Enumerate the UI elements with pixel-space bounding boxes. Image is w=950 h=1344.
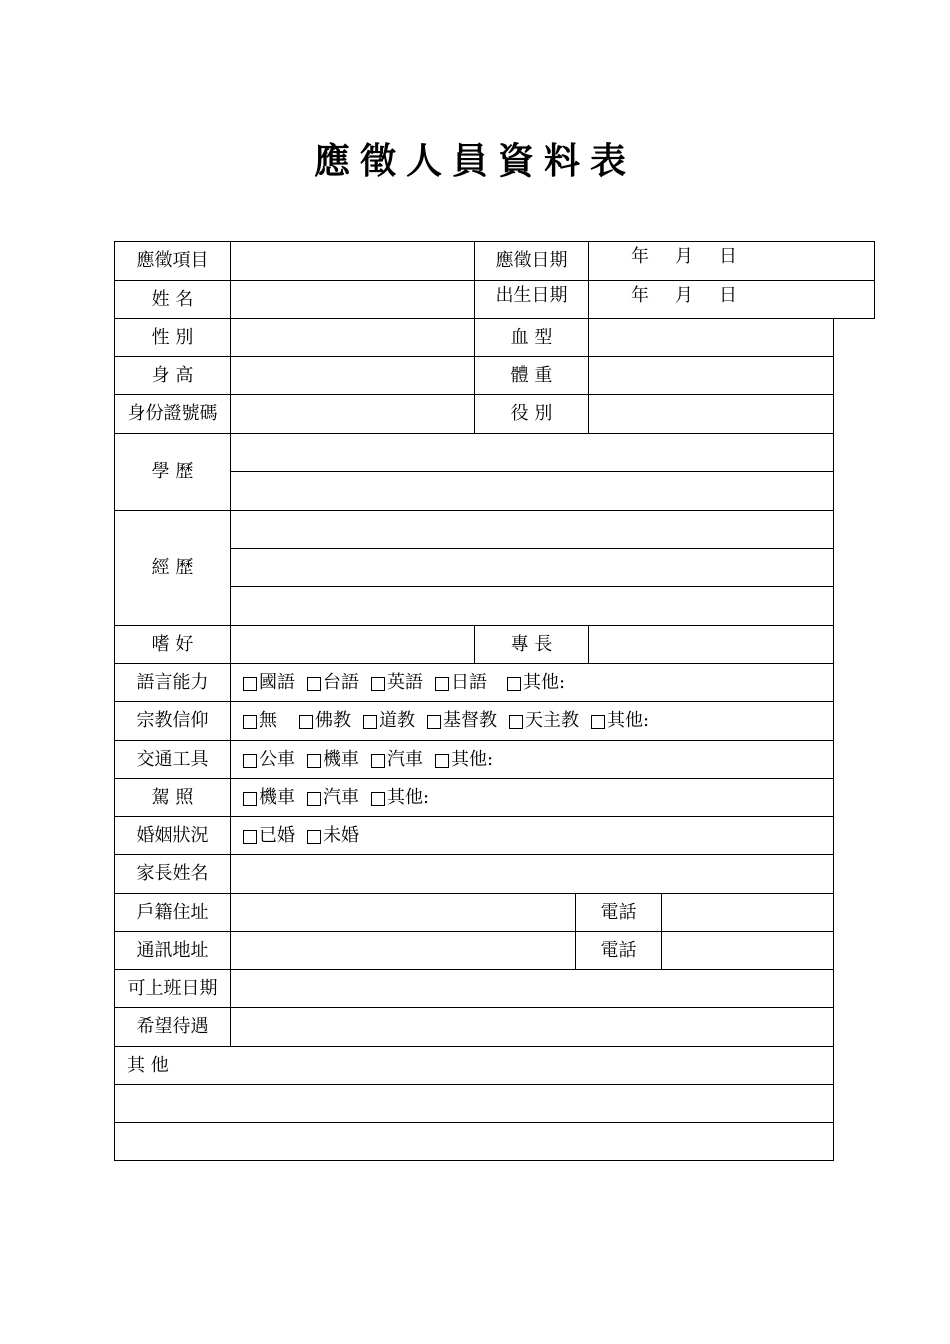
education-field-1[interactable] [230, 433, 834, 472]
day-label: 日 [719, 285, 737, 306]
experience-field-1[interactable] [230, 510, 834, 549]
id-number-field[interactable] [230, 394, 475, 434]
label-apply-date: 應徵日期 [474, 241, 589, 281]
license-options [230, 778, 834, 817]
label-weight: 體 重 [474, 356, 589, 395]
month-label: 月 [675, 285, 693, 306]
birth-date-field[interactable] [588, 280, 875, 319]
label-parent-name: 家長姓名 [114, 854, 231, 894]
transport-option[interactable]: 公車 [243, 751, 295, 769]
name-field[interactable] [230, 280, 475, 319]
month-label: 月 [675, 246, 693, 267]
checkbox[interactable] [507, 677, 521, 691]
label-phone-2: 電話 [575, 931, 662, 970]
license-option[interactable]: 其他: [371, 789, 429, 807]
label-other: 其 他 [114, 1046, 834, 1085]
checkbox[interactable] [243, 830, 257, 844]
height-field[interactable] [230, 356, 475, 395]
license-option[interactable]: 機車 [243, 789, 295, 807]
label-height: 身 高 [114, 356, 231, 395]
label-education: 學 歷 [114, 433, 231, 511]
language-option[interactable]: 日語 [435, 674, 487, 692]
apply-item-field[interactable] [230, 241, 475, 281]
label-transport: 交通工具 [114, 740, 231, 779]
checkbox[interactable] [307, 830, 321, 844]
checkbox[interactable] [243, 715, 257, 729]
label-start-date: 可上班日期 [114, 969, 231, 1008]
checkbox[interactable] [435, 677, 449, 691]
checkbox[interactable] [371, 754, 385, 768]
label-expected-salary: 希望待遇 [114, 1007, 231, 1047]
household-address-field[interactable] [230, 893, 576, 932]
checkbox[interactable] [243, 677, 257, 691]
language-option[interactable]: 其他: [507, 674, 565, 692]
checkbox[interactable] [371, 792, 385, 806]
expected-salary-field[interactable] [230, 1007, 834, 1047]
transport-option[interactable]: 汽車 [371, 751, 423, 769]
marital-option[interactable]: 未婚 [307, 827, 359, 845]
experience-field-2[interactable] [230, 548, 834, 587]
label-marital: 婚姻狀況 [114, 816, 231, 855]
hobby-field[interactable] [230, 625, 475, 664]
other-field-1[interactable] [114, 1084, 834, 1123]
checkbox[interactable] [435, 754, 449, 768]
blood-type-field[interactable] [588, 318, 834, 357]
label-id-number: 身份證號碼 [114, 394, 231, 434]
language-option[interactable]: 英語 [371, 674, 423, 692]
year-label: 年 [631, 246, 649, 267]
page-title: 應徵人員資料表 [313, 140, 636, 182]
checkbox[interactable] [299, 715, 313, 729]
marital-options [230, 816, 834, 855]
label-mailing-address: 通訊地址 [114, 931, 231, 970]
transport-options [230, 740, 834, 779]
label-blood-type: 血 型 [474, 318, 589, 357]
checkbox[interactable] [427, 715, 441, 729]
label-hobby: 嗜 好 [114, 625, 231, 664]
label-license: 駕 照 [114, 778, 231, 817]
language-options [230, 663, 834, 702]
checkbox[interactable] [307, 677, 321, 691]
apply-date-field[interactable] [588, 241, 875, 281]
education-field-2[interactable] [230, 471, 834, 511]
other-field-2[interactable] [114, 1122, 834, 1161]
checkbox[interactable] [509, 715, 523, 729]
weight-field[interactable] [588, 356, 834, 395]
parent-name-field[interactable] [230, 854, 834, 894]
checkbox[interactable] [591, 715, 605, 729]
religion-option[interactable]: 基督教 [427, 712, 497, 730]
label-language: 語言能力 [114, 663, 231, 702]
label-apply-item: 應徵項目 [114, 241, 231, 281]
label-name: 姓 名 [114, 280, 231, 319]
checkbox[interactable] [307, 754, 321, 768]
label-phone: 電話 [575, 893, 662, 932]
day-label: 日 [719, 246, 737, 267]
religion-option[interactable]: 天主教 [509, 712, 579, 730]
transport-option[interactable]: 機車 [307, 751, 359, 769]
religion-options [230, 701, 834, 741]
license-option[interactable]: 汽車 [307, 789, 359, 807]
label-religion: 宗教信仰 [114, 701, 231, 741]
label-experience: 經 歷 [114, 510, 231, 626]
language-option[interactable]: 台語 [307, 674, 359, 692]
checkbox[interactable] [307, 792, 321, 806]
religion-option[interactable]: 道教 [363, 712, 415, 730]
label-military: 役 別 [474, 394, 589, 434]
year-label: 年 [631, 285, 649, 306]
transport-option[interactable]: 其他: [435, 751, 493, 769]
military-field[interactable] [588, 394, 834, 434]
religion-option[interactable]: 佛教 [299, 712, 351, 730]
label-birth-date: 出生日期 [474, 280, 589, 319]
religion-option[interactable]: 其他: [591, 712, 649, 730]
religion-option[interactable]: 無 [243, 712, 277, 730]
checkbox[interactable] [371, 677, 385, 691]
phone-field[interactable] [661, 893, 834, 932]
mailing-address-field[interactable] [230, 931, 576, 970]
phone-field-2[interactable] [661, 931, 834, 970]
experience-field-3[interactable] [230, 586, 834, 626]
marital-option[interactable]: 已婚 [243, 827, 295, 845]
checkbox[interactable] [363, 715, 377, 729]
specialty-field[interactable] [588, 625, 834, 664]
checkbox[interactable] [243, 792, 257, 806]
start-date-field[interactable] [230, 969, 834, 1008]
label-gender: 性 別 [114, 318, 231, 357]
checkbox[interactable] [243, 754, 257, 768]
language-option[interactable]: 國語 [243, 674, 295, 692]
label-household-address: 戶籍住址 [114, 893, 231, 932]
label-specialty: 專 長 [474, 625, 589, 664]
gender-field[interactable] [230, 318, 475, 357]
